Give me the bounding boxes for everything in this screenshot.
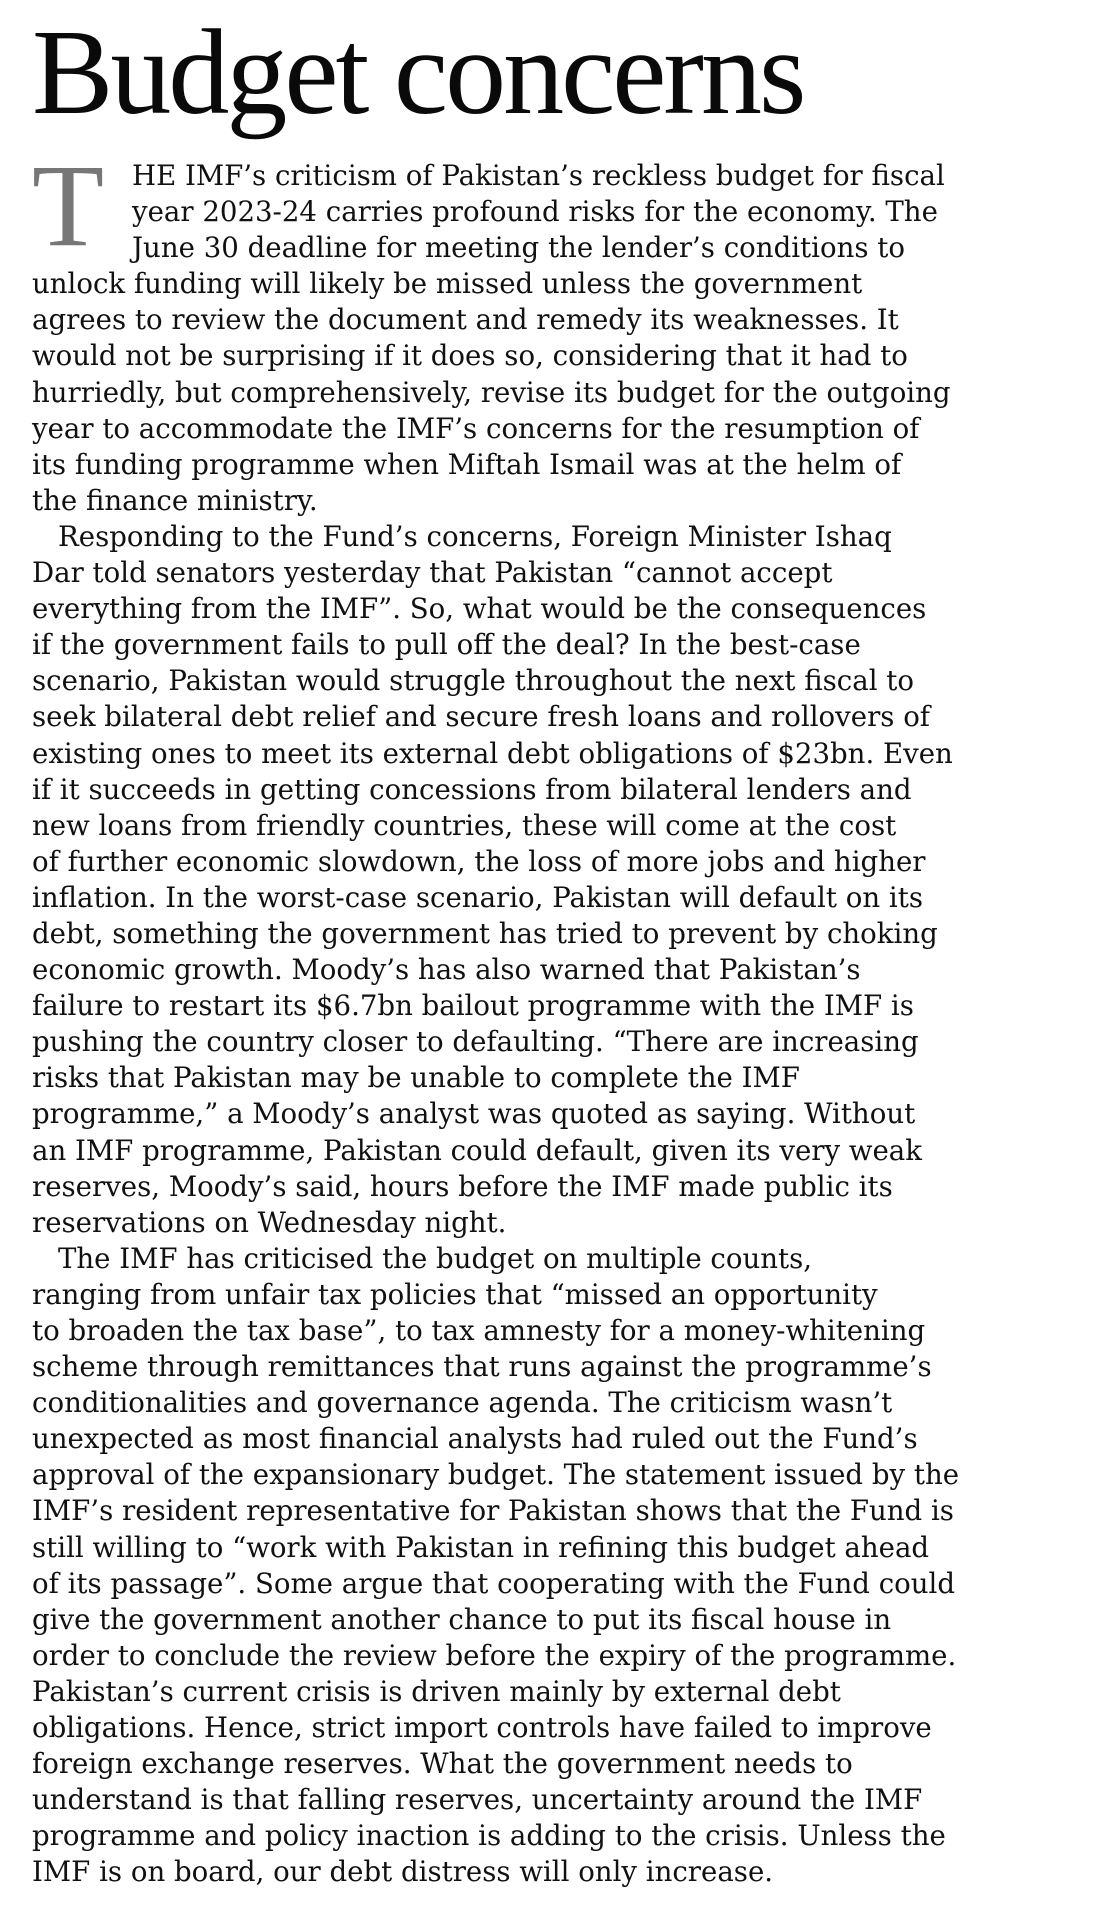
text-line: Responding to the Fund’s concerns, Foreign Minister Ishaq xyxy=(58,519,892,553)
text-line: failure to restart its $6.7bn bailout programme with the IMF is xyxy=(32,989,914,1023)
text-line: programme,” a Moody’s analyst was quoted as saying. Without xyxy=(32,1097,916,1131)
text-line: year to accommodate the IMF’s concerns for the resumption of xyxy=(32,411,920,445)
text-line: if the government fails to pull off the deal? In the best-case xyxy=(32,628,861,662)
text-line: June 30 deadline for meeting the lender’s conditions to xyxy=(132,231,905,265)
article-body xyxy=(32,140,1072,1891)
text-line: if it succeeds in getting concessions from bilateral lenders and xyxy=(32,772,912,806)
text-line: give the government another chance to put its fiscal house in xyxy=(32,1602,892,1636)
headline: Budget concerns xyxy=(32,5,804,140)
paragraph-3 xyxy=(32,1241,1072,1891)
text-line: reservations on Wednesday night. xyxy=(32,1205,507,1239)
text-line: IMF is on board, our debt distress will only increase. xyxy=(32,1855,774,1889)
text-line: economic growth. Moody’s has also warned that Pakistan’s xyxy=(32,953,861,987)
text-line: its funding programme when Miftah Ismail was at the helm of xyxy=(32,447,902,481)
text-line: conditionalities and governance agenda. The criticism wasn’t xyxy=(32,1386,893,1420)
text-line: an IMF programme, Pakistan could default, given its very weak xyxy=(32,1133,922,1167)
text-line: order to conclude the review before the expiry of the programme. xyxy=(32,1638,957,1672)
text-line: programme and policy inaction is adding to the crisis. Unless the xyxy=(32,1819,946,1853)
text-line: scheme through remittances that runs against the programme’s xyxy=(32,1350,932,1384)
text-line: still willing to “work with Pakistan in refining this budget ahead xyxy=(32,1530,930,1564)
text-line: would not be surprising if it does so, considering that it had to xyxy=(32,339,908,373)
text-line: understand is that falling reserves, uncertainty around the IMF xyxy=(32,1783,923,1817)
text-line: Pakistan’s current crisis is driven mainly by external debt xyxy=(32,1674,841,1708)
text-line: everything from the IMF”. So, what would be the consequences xyxy=(32,592,927,626)
text-line: pushing the country closer to defaulting. “There are increasing xyxy=(32,1025,919,1059)
text-line: year 2023-24 carries profound risks for the economy. The xyxy=(132,195,938,229)
text-line: scenario, Pakistan would struggle throughout the next fiscal to xyxy=(32,664,915,698)
text-line: unexpected as most financial analysts had ruled out the Fund’s xyxy=(32,1422,918,1456)
text-line: of its passage”. Some argue that cooperating with the Fund could xyxy=(32,1566,956,1600)
text-line: IMF’s resident representative for Pakistan shows that the Fund is xyxy=(32,1494,954,1528)
text-line: hurriedly, but comprehensively, revise its budget for the outgoing xyxy=(32,375,951,409)
text-line: of further economic slowdown, the loss of more jobs and higher xyxy=(32,844,926,878)
text-line: inflation. In the worst-case scenario, Pakistan will default on its xyxy=(32,880,923,914)
text-line: HE IMF’s criticism of Pakistan’s reckless budget for fiscal xyxy=(132,159,945,192)
paragraph-2 xyxy=(32,519,1072,1241)
paragraph-1 xyxy=(32,140,1072,519)
text-line: foreign exchange reserves. What the government needs to xyxy=(32,1747,853,1781)
text-line: seek bilateral debt relief and secure fresh loans and rollovers of xyxy=(32,700,931,734)
text-line: unlock funding will likely be missed unless the government xyxy=(32,267,863,301)
text-line: Dar told senators yesterday that Pakistan “cannot accept xyxy=(32,556,833,590)
text-line: existing ones to meet its external debt obligations of $23bn. Even xyxy=(32,736,953,770)
text-line: approval of the expansionary budget. The statement issued by the xyxy=(32,1458,960,1492)
text-line: ranging from unfair tax policies that “missed an opportunity xyxy=(32,1277,878,1311)
text-line: agrees to review the document and remedy its weaknesses. It xyxy=(32,303,899,337)
text-line: risks that Pakistan may be unable to complete the IMF xyxy=(32,1061,800,1095)
drop-cap: T xyxy=(32,140,105,271)
text-line: The IMF has criticised the budget on multiple counts, xyxy=(58,1241,813,1275)
editorial-page xyxy=(32,0,1072,1891)
text-line: the finance ministry. xyxy=(32,483,318,517)
text-line: obligations. Hence, strict import controls have failed to improve xyxy=(32,1711,932,1745)
text-line: debt, something the government has tried to prevent by choking xyxy=(32,916,938,950)
text-line: new loans from friendly countries, these will come at the cost xyxy=(32,808,897,842)
text-line: to broaden the tax base”, to tax amnesty for a money-whitening xyxy=(32,1314,926,1347)
text-line: reserves, Moody’s said, hours before the IMF made public its xyxy=(32,1169,893,1203)
